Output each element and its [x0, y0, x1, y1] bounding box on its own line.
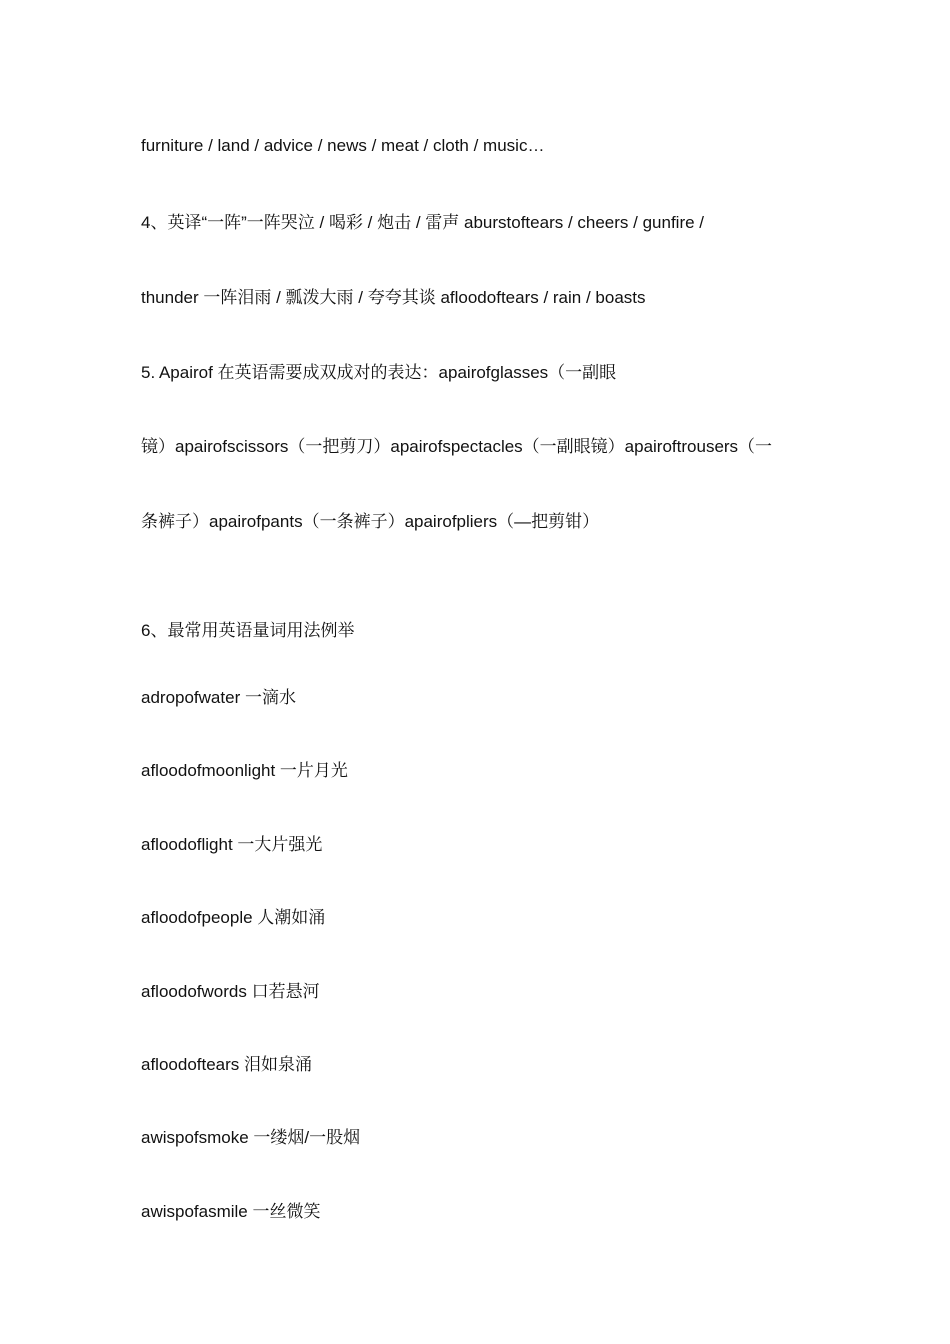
text-line-uncountable-nouns: furniture / land / advice / news / meat / cloth / music…	[141, 136, 545, 155]
list-item: afloodofwords 口若悬河	[141, 982, 320, 1001]
text-line-item-5-b: 镜）apairofscissors（一把剪刀）apairofspectacles（一副眼镜）apairoftrousers（一	[141, 437, 773, 456]
text-line-item-5-a: 5. Apairof 在英语需要成双成对的表达：apairofglasses（一副眼	[141, 363, 617, 382]
list-item: afloodofpeople 人潮如涌	[141, 908, 326, 927]
list-item: adropofwater 一滴水	[141, 688, 296, 707]
list-item: afloodofmoonlight 一片月光	[141, 761, 348, 780]
list-item: afloodoftears 泪如泉涌	[141, 1055, 313, 1074]
list-item: awispofsmoke 一缕烟/一股烟	[141, 1128, 361, 1147]
list-item: afloodoflight 一大片强光	[141, 835, 323, 854]
section-heading-item-6: 6、最常用英语量词用法例举	[141, 621, 355, 640]
text-line-item-4-b: thunder 一阵泪雨 / 瓢泼大雨 / 夸夸其谈 afloodoftears / rain / boasts	[141, 288, 646, 307]
list-item: awispofasmile 一丝微笑	[141, 1202, 321, 1221]
text-line-item-4-a: 4、英译“一阵”一阵哭泣 / 喝彩 / 炮击 / 雷声 aburstoftears / cheers / gunfire /	[141, 213, 705, 232]
text-line-item-5-c: 条裤子）apairofpants（一条裤子）apairofpliers（—把剪钳）	[141, 512, 600, 531]
